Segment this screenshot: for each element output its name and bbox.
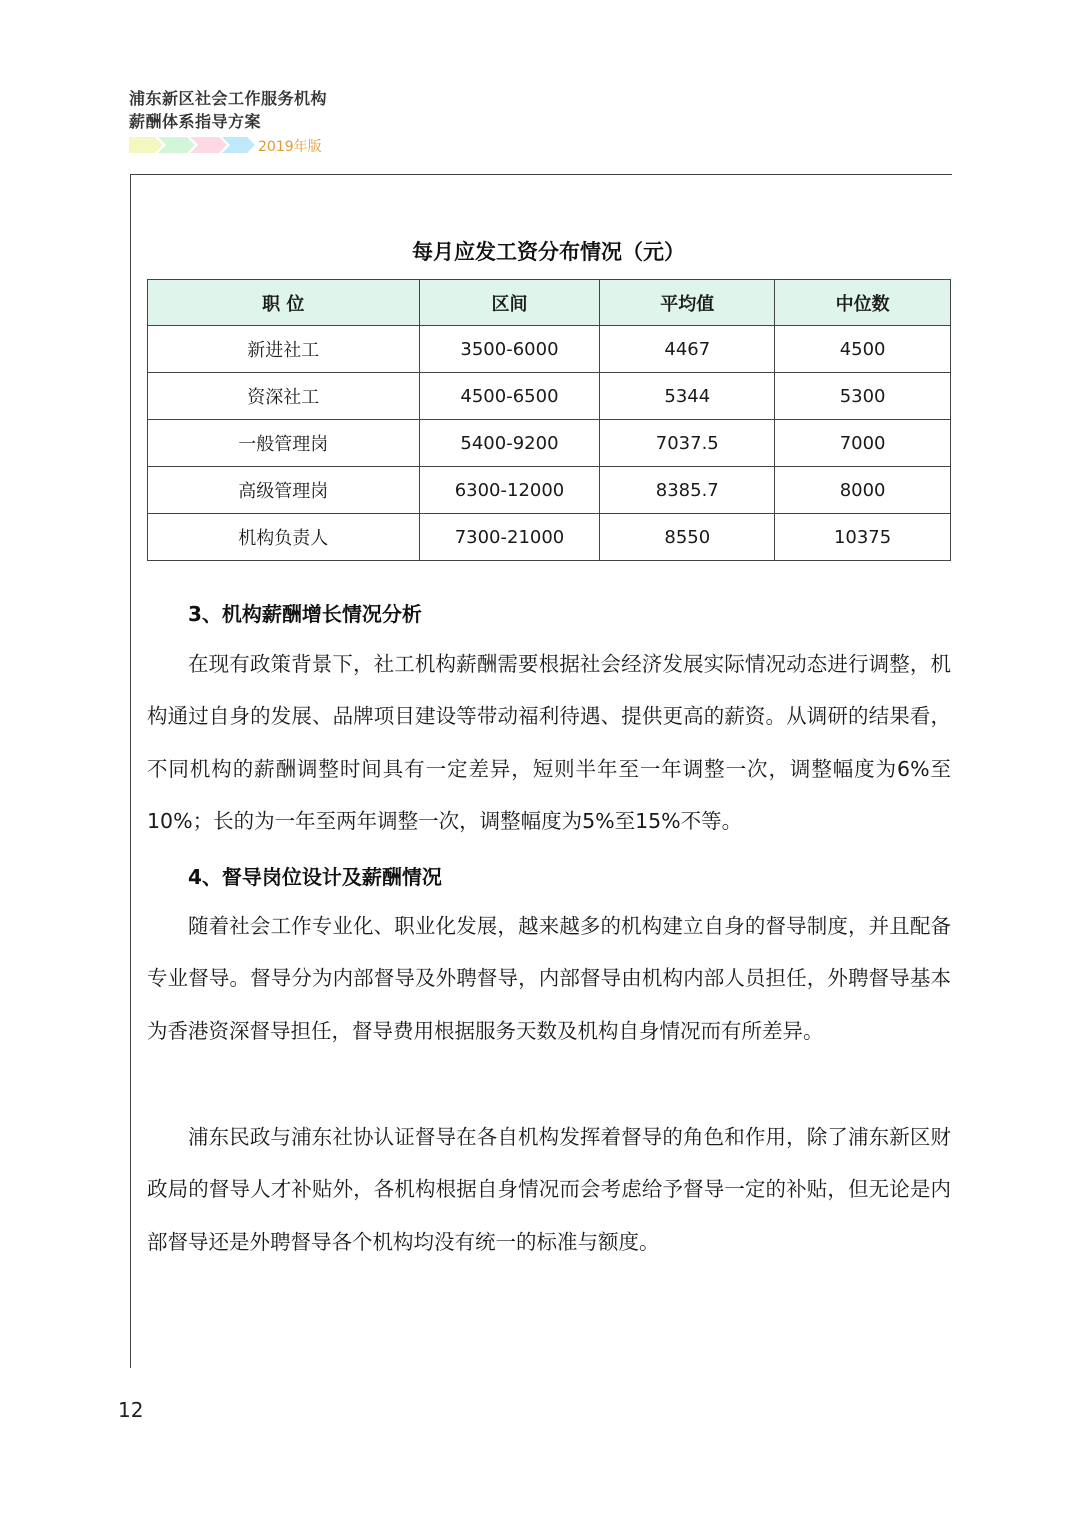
cell-range: 4500-6500: [419, 373, 600, 420]
chevron-3: [190, 137, 227, 153]
cell-position: 一般管理岗: [148, 420, 420, 467]
frame-top-rule: [130, 174, 952, 175]
cell-average: 8550: [600, 514, 775, 561]
cell-median: 8000: [775, 467, 951, 514]
table-row: [148, 514, 951, 561]
cell-position: 高级管理岗: [148, 467, 420, 514]
cell-average: 8385.7: [600, 467, 775, 514]
header-title-line1: 浦东新区社会工作服务机构: [129, 89, 328, 108]
cell-position: 机构负责人: [148, 514, 420, 561]
table-title: 每月应发工资分布情况（元）: [412, 240, 685, 264]
table-row: [148, 373, 951, 420]
cell-median: 5300: [775, 373, 951, 420]
cell-average: 7037.5: [600, 420, 775, 467]
cell-median: 7000: [775, 420, 951, 467]
edition-label: 2019年版: [258, 139, 322, 155]
header-title-line2: 薪酬体系指导方案: [129, 112, 262, 131]
cell-range: 5400-9200: [419, 420, 600, 467]
header-chevron-bar: [129, 137, 255, 153]
section-3-heading: 3、机构薪酬增长情况分析: [188, 602, 422, 626]
section-4-paragraph-1: 随着社会工作专业化、职业化发展，越来越多的机构建立自身的督导制度，并且配备专业督导。督导分为内部督导及外聘督导，内部督导由机构内部人员担任，外聘督导基本为香港资深督导担任，督导费用根据服务天数及机构自身情况而有所差异。: [147, 914, 951, 1043]
table-row: [148, 467, 951, 514]
section-3-paragraph: 在现有政策背景下，社工机构薪酬需要根据社会经济发展实际情况动态进行调整，机构通过自身的发展、品牌项目建设等带动福利待遇、提供更高的薪资。从调研的结果看，不同机构的薪酬调整时间具有一定差异，短则半年至一年调整一次，调整幅度为6%至10%；长的为一年至两年调整一次，调整幅度为5%至15%不等。: [147, 652, 951, 833]
cell-range: 7300-21000: [419, 514, 600, 561]
salary-table: [147, 279, 951, 561]
table-header-row: [148, 280, 951, 326]
cell-average: 5344: [600, 373, 775, 420]
section-4-heading: 4、督导岗位设计及薪酬情况: [188, 865, 442, 889]
cell-median: 4500: [775, 326, 951, 373]
cell-median: 10375: [775, 514, 951, 561]
chevron-2: [158, 137, 195, 153]
col-header-average: 平均值: [600, 280, 775, 326]
cell-average: 4467: [600, 326, 775, 373]
frame-left-rule: [130, 174, 131, 1368]
col-header-position: 职 位: [148, 280, 420, 326]
chevron-1: [129, 137, 163, 153]
cell-range: 6300-12000: [419, 467, 600, 514]
table-row: [148, 326, 951, 373]
page-number: 12: [118, 1398, 144, 1422]
col-header-range: 区间: [419, 280, 600, 326]
cell-position: 新进社工: [148, 326, 420, 373]
table-row: [148, 420, 951, 467]
cell-range: 3500-6000: [419, 326, 600, 373]
cell-position: 资深社工: [148, 373, 420, 420]
section-4-paragraph-2: 浦东民政与浦东社协认证督导在各自机构发挥着督导的角色和作用，除了浦东新区财政局的督导人才补贴外，各机构根据自身情况而会考虑给予督导一定的补贴，但无论是内部督导还是外聘督导各个机构均没有统一的标准与额度。: [147, 1125, 951, 1254]
col-header-median: 中位数: [775, 280, 951, 326]
